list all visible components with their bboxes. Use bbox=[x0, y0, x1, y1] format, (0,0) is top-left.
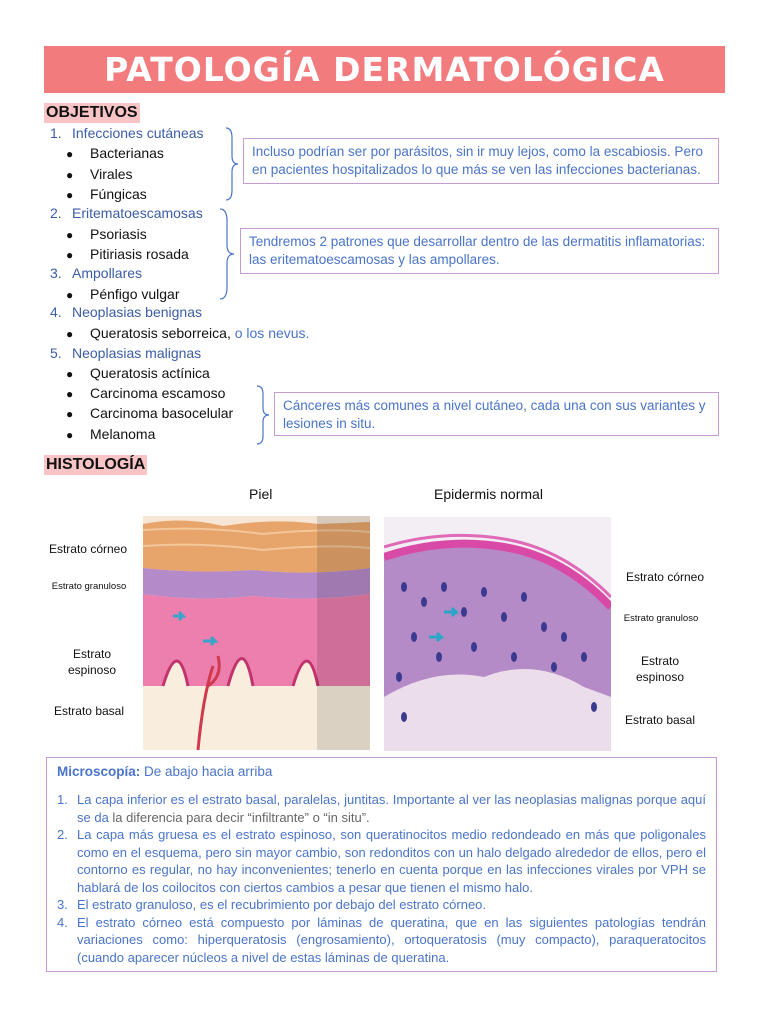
label-corneo-right: Estrato córneo bbox=[625, 570, 705, 584]
sub-item: ● Bacterianas bbox=[66, 145, 164, 161]
microscopia-item: 1. La capa inferior es el estrato basal, paralelas, juntitas. Importante al ver las neoplasias malignas porque aquí se da la diferencia para decir “infiltrante” o “in situ”. bbox=[57, 792, 706, 825]
note-canceres: Cánceres más comunes a nivel cutáneo, cada una con sus variantes y lesiones in situ. bbox=[274, 392, 719, 436]
objective-4: 4. Neoplasias benignas bbox=[50, 304, 202, 320]
sub-item: ● Queratosis actínica bbox=[66, 365, 210, 381]
objective-5: 5. Neoplasias malignas bbox=[50, 345, 202, 361]
microscopia-item: 2. La capa más gruesa es el estrato espinoso, son queratinocitos medio redondeado en más que poligonales como en el esquema, pero sin mayor cambio, son redonditos con un halo delgado alrededor de ellos, pero el contorno es regular, no hay inconvenientes; tenerlo en cuenta porque en las infecciones virales por VPH se hablará de los coilocitos con ciertos cambios a pesar que tienen el mismo halo. bbox=[57, 827, 706, 895]
microscopia-item: 3. El estrato granuloso, es el recubrimiento por debajo del estrato córneo. bbox=[57, 897, 487, 912]
fig-left-title: Piel bbox=[249, 486, 273, 502]
note-infecciones: Incluso podrían ser por parásitos, sin ir muy lejos, como la escabiosis. Pero en pacientes hospitalizados lo que más se ven las infecciones bacterianas. bbox=[243, 138, 719, 184]
label-granuloso-right: Estrato granuloso bbox=[623, 613, 699, 624]
sub-item: ● Pitiriasis rosada bbox=[66, 246, 189, 262]
note-patrones: Tendremos 2 patrones que desarrollar dentro de las dermatitis inflamatorias: las eritematoescamosas y las ampollares. bbox=[240, 228, 719, 274]
sub-item: ● Psoriasis bbox=[66, 226, 147, 242]
sub-item: ● Pénfigo vulgar bbox=[66, 286, 180, 302]
objective-2: 2. Eritematoescamosas bbox=[50, 205, 203, 221]
brace-icon bbox=[224, 126, 240, 202]
microscopia-item: 4. El estrato córneo está compuesto por láminas de queratina, que en las siguientes patologías tendrán variaciones como: hiperqueratosis (engrosamiento), ortoqueratosis (muy compacto), paraqueratocitos (cuando aparecer núcleos a nivel de estas láminas de queratina. bbox=[57, 914, 706, 965]
objective-1: 1. Infecciones cutáneas bbox=[50, 125, 204, 141]
objective-3: 3. Ampollares bbox=[50, 265, 143, 281]
sub-item: ● Carcinoma escamoso bbox=[66, 385, 226, 401]
brace-icon bbox=[255, 384, 271, 446]
title-banner bbox=[44, 46, 725, 93]
epidermis-micrograph bbox=[384, 517, 611, 751]
label-granuloso-left: Estrato granuloso bbox=[51, 581, 127, 592]
fig-right-title: Epidermis normal bbox=[434, 486, 543, 502]
sub-item: ● Virales bbox=[66, 166, 133, 182]
sub-item: ● Queratosis seborreica, o los nevus. bbox=[66, 325, 310, 341]
label-basal-right: Estrato basal bbox=[624, 713, 696, 727]
label-basal-left: Estrato basal bbox=[53, 704, 125, 718]
microscopia-heading: Microscopía: De abajo hacia arriba bbox=[57, 764, 273, 779]
label-espinoso-right: Estrato espinoso bbox=[635, 654, 685, 684]
skin-diagram bbox=[143, 516, 370, 750]
objetivos-heading: OBJETIVOS bbox=[46, 104, 138, 121]
label-corneo-left: Estrato córneo bbox=[48, 542, 128, 556]
microscopia-box bbox=[46, 757, 717, 972]
sub-item: ● Melanoma bbox=[66, 426, 156, 442]
page-title: PATOLOGÍA DERMATOLÓGICA bbox=[104, 50, 665, 89]
sub-item: ● Carcinoma basocelular bbox=[66, 405, 234, 421]
brace-icon bbox=[218, 207, 236, 301]
sub-item: ● Fúngicas bbox=[66, 186, 147, 202]
histologia-heading: HISTOLOGÍA bbox=[46, 456, 146, 473]
label-espinoso-left: Estrato espinoso bbox=[67, 647, 117, 677]
